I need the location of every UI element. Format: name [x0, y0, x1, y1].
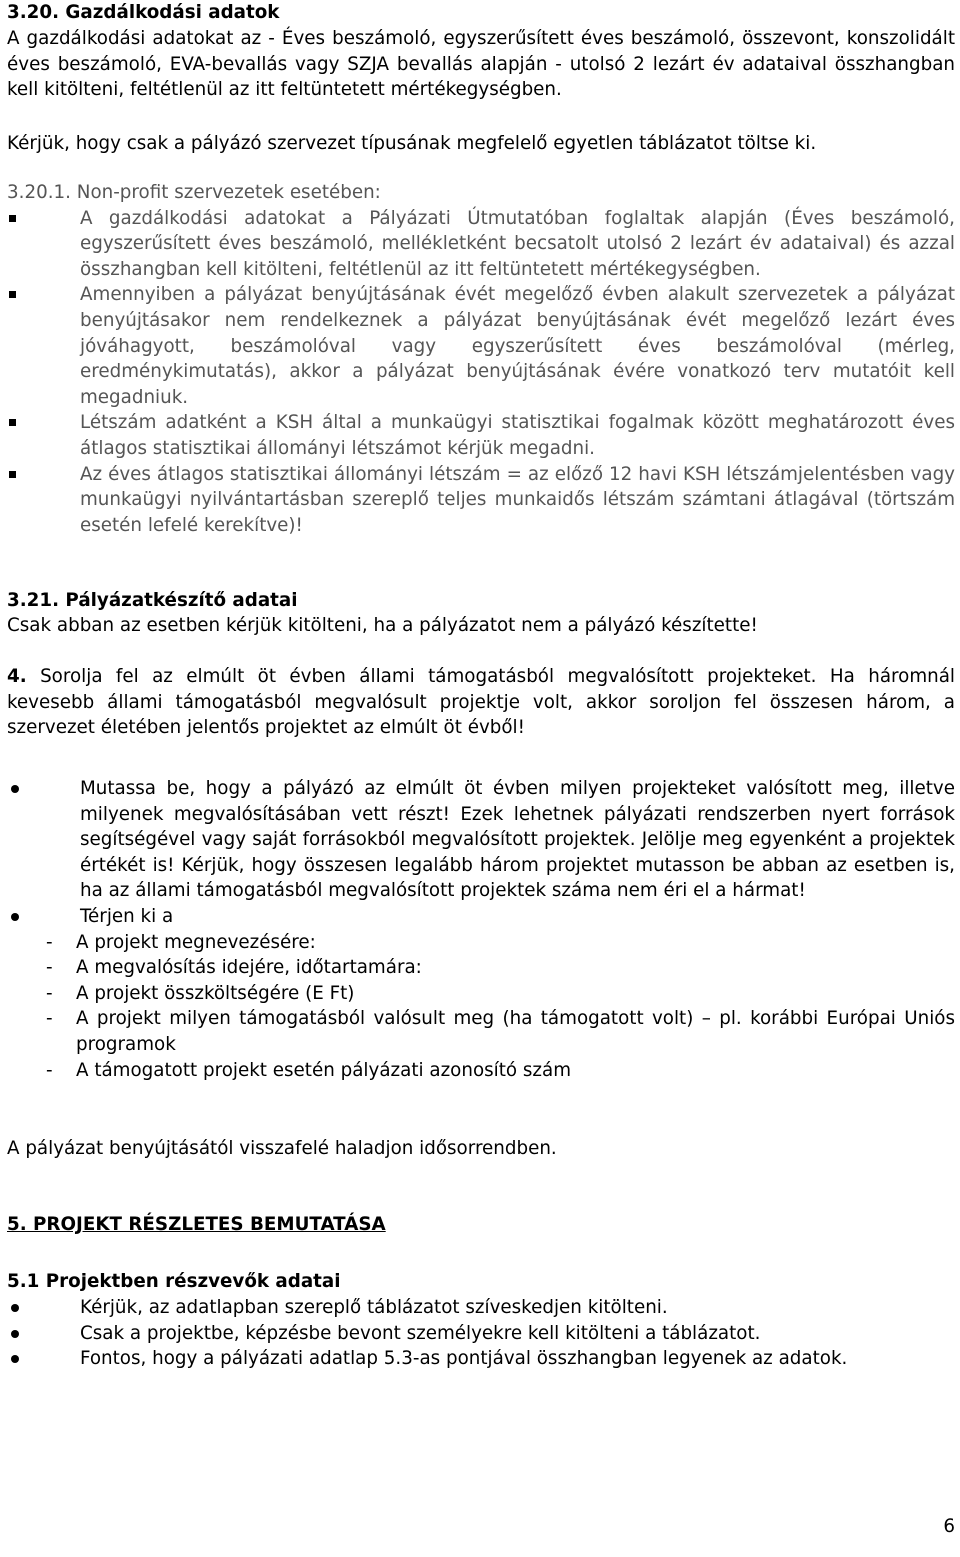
section-3-20-1 — [7, 180, 955, 538]
section-3-20-paragraph: A gazdálkodási adatokat az - Éves beszámoló, egyszerűsített éves beszámoló, összevont, konszolidált éves beszámoló, EVA-bevallás vagy SZJA bevallás alapján - utolsó 2 lezárt év adataival összhangban kell kitölteni, feltétlenül az itt feltüntetett mértékegységben. — [7, 28, 955, 101]
dash-item: - A támogatott projekt esetén pályázati azonosító szám — [46, 1059, 572, 1081]
section-4-intro: 4. Sorolja fel az elmúlt öt évben állami támogatásból megvalósított projekteket. Ha háromnál kevesebb állami támogatásból megvalósult projektje volt, akkor soroljon fel összesen három, a szervezet életében jelentős projektet az elmúlt öt évből! — [7, 666, 955, 739]
list-item: Kérjük, az adatlapban szereplő táblázatot szíveskedjen kitölteni. — [7, 1295, 955, 1321]
section-3-20-instruction: Kérjük, hogy csak a pályázó szervezet típusának megfelelő egyetlen táblázatot töltse ki. — [7, 133, 817, 154]
square-bullet-icon — [9, 419, 16, 426]
section-heading-5-1: 5.1 Projektben részvevők adatai — [7, 1271, 341, 1292]
round-bullet-icon — [11, 1304, 19, 1312]
square-bullet-icon — [9, 215, 16, 222]
list-item: Az éves átlagos statisztikai állományi létszám = az előző 12 havi KSH létszámjelentésben vagy munkaügyi nyilvántartásban szereplő teljes munkaidős létszám számtani átlagával (törtszám esetén lefelé kerekítve)! — [7, 462, 955, 539]
section-5-1-list — [7, 1295, 955, 1372]
section-4-closing: A pályázat benyújtásától visszafelé haladjon idősorrendben. — [7, 1138, 557, 1159]
section-heading-3-21: 3.21. Pályázatkészítő adatai — [7, 590, 298, 611]
dash-item: - A projekt megnevezésére: — [46, 931, 316, 953]
dash-item: - A projekt milyen támogatásból valósult meg (ha támogatott volt) – pl. korábbi Európai Uniós programok — [46, 1008, 955, 1055]
list-item: Fontos, hogy a pályázati adatlap 5.3-as pontjával összhangban legyenek az adatok. — [7, 1346, 955, 1372]
page-number: 6 — [943, 1516, 955, 1537]
round-bullet-icon — [11, 785, 19, 793]
list-item: Mutassa be, hogy a pályázó az elmúlt öt évben milyen projekteket valósított meg, illetve milyenek megvalósításában vett részt! Ezek lehetnek pályázati rendszerben nyert források segítségével vagy saját forrásokból megvalósított projektek. Jelölje meg egyenként a projektek értékét is! Kérjük, hogy összesen legalább három projektet mutasson be abban az esetben is, ha az állami támogatásból megvalósított projektek száma nem éri el a hármat! — [7, 776, 955, 904]
dash-item: - A projekt összköltségére (E Ft) — [46, 982, 355, 1004]
list-item: Térjen ki a — [7, 904, 955, 930]
round-bullet-icon — [11, 1355, 19, 1363]
list-item: Amennyiben a pályázat benyújtásának évét megelőző évben alakult szervezetek a pályázat benyújtásakor nem rendelkeznek a pályázat benyújtásának évét megelőző lezárt éves jóváhagyott, beszámolóval vagy egyszerűsített éves beszámolóval (mérleg, eredménykimutatás), akkor a pályázat benyújtásának évére vonatkozó terv mutatóit kell megadniuk. — [7, 282, 955, 410]
round-bullet-icon — [11, 1330, 19, 1338]
round-bullet-icon — [11, 913, 19, 921]
list-item: Csak a projektbe, képzésbe bevont személyekre kell kitölteni a táblázatot. — [7, 1321, 955, 1347]
section-3-21-text: Csak abban az esetben kérjük kitölteni, ha a pályázatot nem a pályázó készítette! — [7, 615, 758, 636]
list-item: A gazdálkodási adatokat a Pályázati Útmutatóban foglaltak alapján (Éves beszámoló, egyszerűsített éves beszámoló, mellékletként becsatolt utolsó 2 lezárt év adataival) és azzal összhangban kell kitölteni, feltétlenül az itt feltüntetett mértékegységben. — [7, 206, 955, 283]
section-4-list — [7, 776, 955, 1083]
square-bullet-icon — [9, 291, 16, 298]
section-heading-5: 5. PROJEKT RÉSZLETES BEMUTATÁSA — [7, 1214, 386, 1235]
dash-item: - A megvalósítás idejére, időtartamára: — [46, 957, 422, 979]
list-item: Létszám adatként a KSH által a munkaügyi statisztikai fogalmak között meghatározott éves átlagos statisztikai állományi létszámot kérjük megadni. — [7, 410, 955, 461]
square-bullet-icon — [9, 471, 16, 478]
section-heading-3-20: 3.20. Gazdálkodási adatok — [7, 2, 280, 23]
section-4-number: 4. — [7, 666, 27, 687]
section-heading-3-20-1: 3.20.1. Non-profit szervezetek esetében: — [7, 182, 381, 203]
